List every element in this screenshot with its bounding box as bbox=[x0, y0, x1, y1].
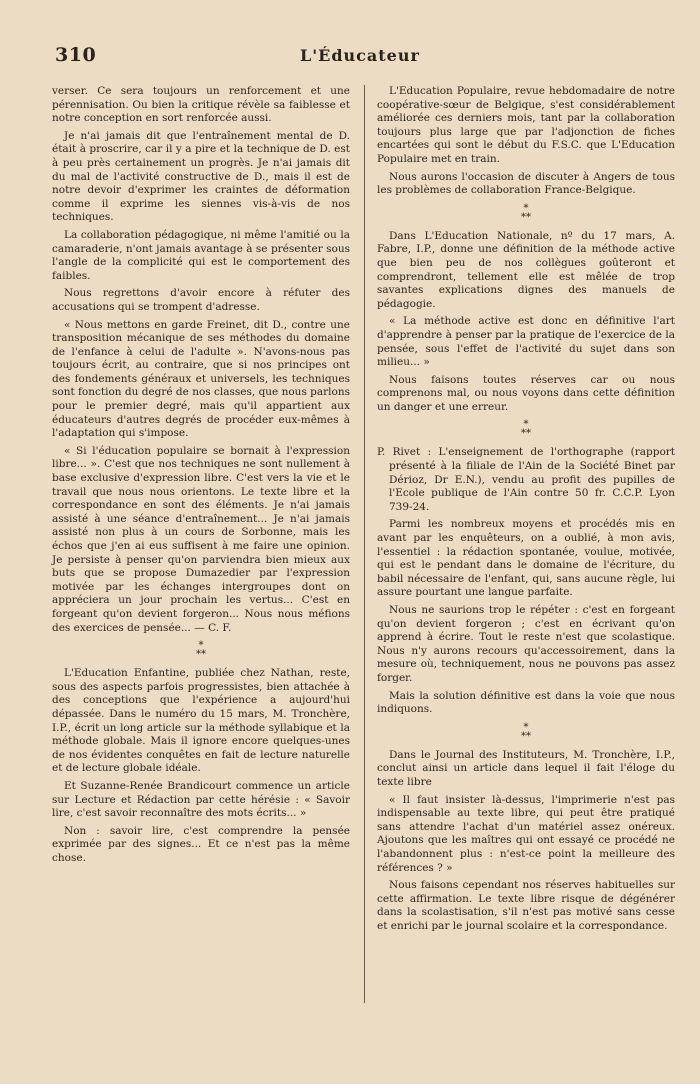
paragraph: Parmi les nombreux moyens et procédés mis en avant par les enquêteurs, on a oublié, à mon avis, l'essentiel : la rédaction spontanée, voulue, motivée, qui est le pendant dans le domaine de l'écriture, du babil nécessaire de l'enfant, qui, sans aucune règle, lui assure pourtant une langue parfaite. bbox=[377, 518, 675, 599]
section-separator-stars bbox=[377, 723, 675, 741]
paragraph: Dans le Journal des Instituteurs, M. Tronchère, I.P., conclut ainsi un article dans lequel il fait l'éloge du texte libre bbox=[377, 748, 675, 788]
paragraph: Et Suzanne-Renée Brandicourt commence un article sur Lecture et Rédaction par cette hérésie : « Savoir lire, c'est savoir reconnaître des mots écrits... » bbox=[52, 779, 350, 820]
running-title: L'Éducateur bbox=[300, 46, 420, 65]
left-column bbox=[52, 85, 350, 869]
paragraph: « Nous mettons en garde Freinet, dit D., contre une transposition mécanique de ses méthodes du domaine de l'enfance à celui de l'adulte ». N'avons-nous pas toujours écrit, au contraire, que si nos principes ont des fondements généraux et universels, les techniques sont fonction du degré de nos classes, que nous parlons pour le premier degré, mais qu'il appartient aux éducateurs d'autres degrés de procéder eux-mêmes à l'adaptation qui s'impose. bbox=[52, 318, 351, 440]
star-glyph: ** bbox=[521, 211, 531, 223]
paragraph: L'Education Populaire, revue hebdomadaire de notre coopérative-sœur de Belgique, s'est considérablement améliorée ces derniers mois, tant par la collaboration toujours plus large que par l'adjonction de fiches encartées qui sont le début du F.S.C. que L'Education Populaire met en train. bbox=[377, 85, 675, 165]
paragraph: Nous regrettons d'avoir encore à réfuter des accusations qui se trompent d'adresse. bbox=[52, 287, 350, 313]
paragraph: La collaboration pédagogique, ni même l'amitié ou la camaraderie, n'ont jamais avantage à se présenter sous l'angle de la complicité qui est le comportement des faibles. bbox=[52, 228, 350, 282]
paragraph: « La méthode active est donc en définitive l'art d'apprendre à penser par la pratique de l'exercice de la pensée, sous l'effet de l'activité du sujet dans son milieu... » bbox=[377, 315, 675, 369]
paragraph: Nous faisons toutes réserves car ou nous comprenons mal, ou nous voyons dans cette définition un danger et une erreur. bbox=[377, 373, 675, 413]
page-number: 310 bbox=[55, 44, 97, 66]
paragraph: Nous faisons cependant nos réserves habituelles sur cette affirmation. Le texte libre risque de dégénérer dans la scolastisation, s'il n'est pas motivé sans cesse et enrichi par le journal scolaire et la correspondance. bbox=[377, 879, 675, 932]
star-glyph: * bbox=[523, 721, 529, 733]
paragraph: verser. Ce sera toujours un renforcement et une pérennisation. Ou bien la critique révèle sa faiblesse et notre conception en sort renforcée aussi. bbox=[52, 85, 350, 125]
star-glyph: ** bbox=[521, 730, 531, 742]
star-glyph: ** bbox=[521, 428, 531, 440]
section-separator-stars bbox=[377, 420, 675, 438]
paragraph: « Il faut insister là-dessus, l'imprimerie n'est pas indispensable au texte libre, qui peut être pratiqué sans attendre l'achat d'un matériel assez onéreux. Ajoutons que les maîtres qui ont essayé ce procédé ne l'abandonnent plus : n'est-ce point la meilleure des références ? » bbox=[377, 793, 675, 874]
paragraph: L'Education Enfantine, publiée chez Nathan, reste, sous des aspects parfois progressistes, bien attachée à des conceptions que l'expérience a aujourd'hui dépassée. Dans le numéro du 15 mars, M. Tronchère, I.P., écrit un long article sur la méthode syllabique et la méthode globale. Mais il ignore encore quelques-unes de nos évidentes conquêtes en fait de lecture naturelle et de lecture globale idéale. bbox=[52, 667, 350, 775]
paragraph: Mais la solution définitive est dans la voie que nous indiquons. bbox=[377, 689, 675, 716]
paragraph: Nous aurons l'occasion de discuter à Angers de tous les problèmes de collaboration France-Belgique. bbox=[377, 170, 675, 197]
paragraph: P. Rivet : L'enseignement de l'orthographe (rapport présenté à la filiale de l'Ain de la Société Binet par Dérioz, Dr E.N.), vendu au profit des pupilles de l'Ecole publique de l'Ain contre 50 fr. C.C.P. Lyon 739-24. bbox=[377, 446, 675, 513]
paragraph: Nous ne saurions trop le répéter : c'est en forgeant qu'on devient forgeron ; c'est en écrivant qu'on apprend à écrire. Tout le reste n'est que scolastique. Nous n'y aurons recours qu'accessoirement, dans la mesure où, techniquement, nous ne pouvons pas assez forger. bbox=[377, 604, 675, 684]
star-glyph: * bbox=[523, 419, 529, 431]
paragraph: Je n'ai jamais dit que l'entraînement mental de D. était à proscrire, car il y a pire et la technique de D. est à peu près certainement un progrès. Je n'ai jamais dit du mal de l'activité constructive de D., mais il est de notre devoir d'exprimer les craintes de déformation comme il exprime les siennes vis-à-vis de nos techniques. bbox=[52, 129, 350, 224]
column-divider bbox=[364, 85, 365, 1003]
star-glyph: * bbox=[523, 202, 529, 214]
right-column bbox=[377, 85, 675, 937]
star-glyph: * bbox=[198, 640, 204, 652]
section-separator-stars bbox=[52, 641, 350, 659]
paragraph: Dans L'Education Nationale, nº du 17 mars, A. Fabre, I.P., donne une définition de la méthode active que bien peu de nos collègues goûteront et comprendront, tellement elle est mêlée de trop savantes explications dignes des manuels de pédagogie. bbox=[377, 229, 675, 310]
paragraph: Non : savoir lire, c'est comprendre la pensée exprimée par des signes... Et ce n'est pas la même chose. bbox=[52, 824, 350, 864]
star-glyph: ** bbox=[196, 649, 206, 661]
paragraph: « Si l'éducation populaire se bornait à l'expression libre... ». C'est que nos techniques ne sont nullement à base exclusive d'expression libre. C'est vers la vie et le travail que nous nous orientons. Le texte libre et la correspondance en sont des éléments. Je n'ai jamais assisté à une séance d'entraînement... Je n'ai jamais assisté non plus à un cours de Sorbonne, mais les échos que j'en ai eus suffisent à me faire une opinion. Je persiste à penser qu'on parviendra bien mieux aux buts que se propose Dumazedier par l'expression motivée par les échanges intergroupes dont on appréciera un jour prochain les vertus... C'est en forgeant qu'on devient forgeron... Nous nous méfions des exercices de pensée... — C. F. bbox=[52, 444, 350, 634]
section-separator-stars bbox=[377, 204, 675, 222]
